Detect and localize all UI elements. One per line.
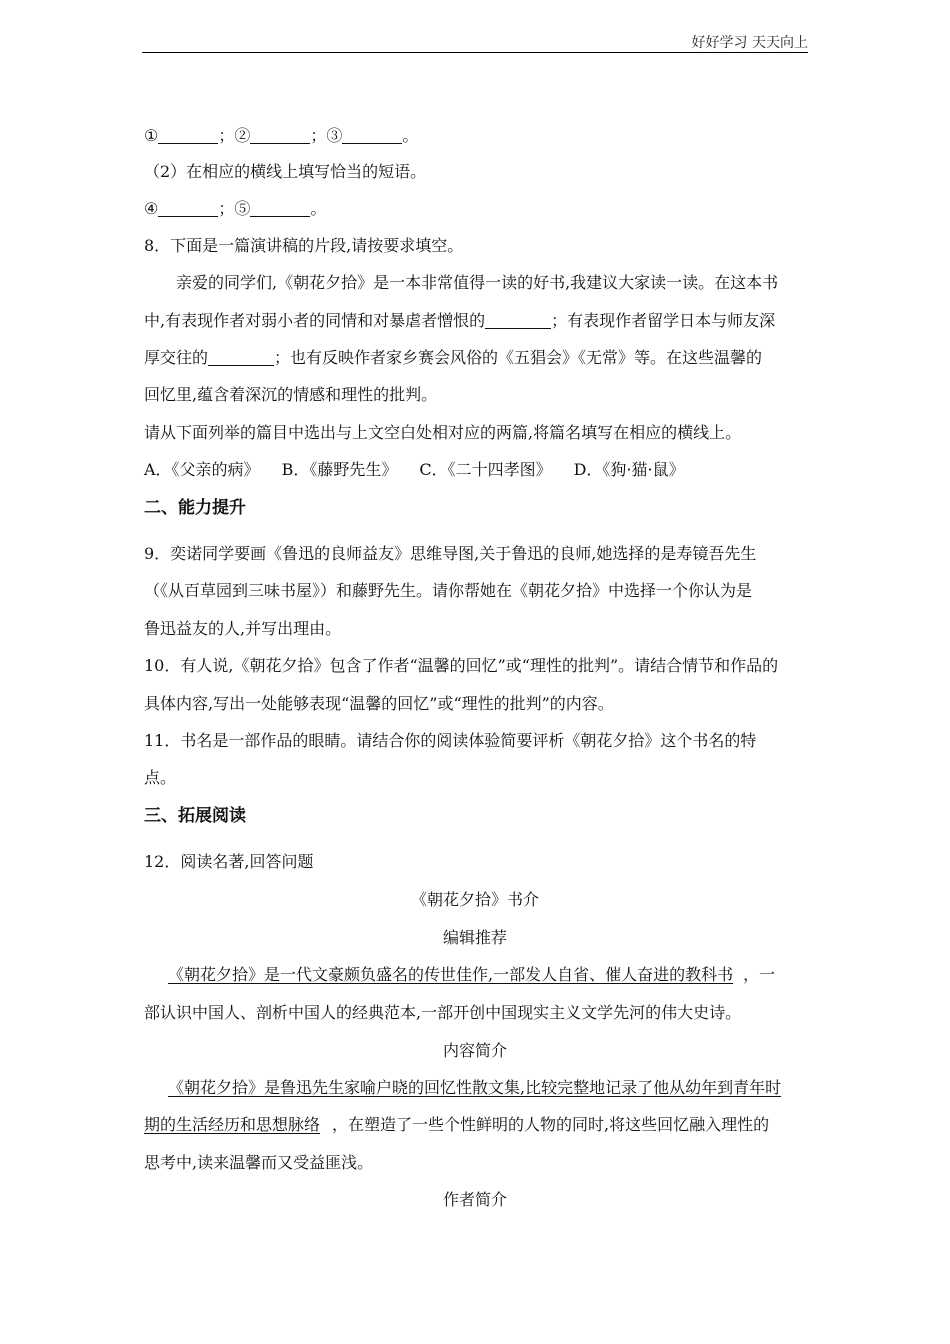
recommend-line1 [168, 963, 775, 987]
q8-speech-line2 [144, 309, 775, 333]
q9-line2: （《从百草园到三味书屋》）和藤野先生。请你帮她在《朝花夕拾》中选择一个你认为是 [144, 581, 753, 600]
subheading-author-intro: 作者简介 [442, 1190, 507, 1209]
speech-text: 中,有表现作者对弱小者的同情和对暴虐者憎恨的 [144, 311, 486, 330]
q12-stem: 12．阅读名著,回答问题 [144, 852, 314, 871]
option-d[interactable]: D．《狗·猫·鼠》 [573, 460, 685, 479]
q8-options [144, 458, 685, 482]
blank-label-5: ；⑤ [218, 199, 251, 218]
header-slogan: 好好学习 天天向上 [691, 35, 808, 51]
option-a[interactable]: A．《父亲的病》 [144, 460, 260, 479]
subheading-content-summary: 内容简介 [442, 1041, 507, 1060]
period: 。 [402, 126, 419, 145]
speech-text: ；也有反映作者家乡赛会风俗的《五猖会》《无常》等。在这些温馨的 [274, 348, 763, 367]
summary-text: ，在塑造了一些个性鲜明的人物的同时,将这些回忆融入理性的 [332, 1115, 770, 1134]
blank-label-3: ；③ [310, 126, 343, 145]
book-intro-title: 《朝花夕拾》书介 [410, 890, 539, 909]
underlined-text: 《朝花夕拾》是一代文豪颇负盛名的传世佳作,一部发人自省、催人奋进的教科书 [168, 965, 734, 984]
option-c[interactable]: C．《二十四孝图》 [419, 460, 552, 479]
blank-label-1: ① [144, 126, 159, 145]
summary-line2 [144, 1113, 769, 1137]
q11-line2: 点。 [144, 768, 177, 787]
q7-blanks-line1 [144, 124, 418, 148]
speech-text: ；有表现作者留学日本与师友深 [551, 311, 776, 330]
section-heading-3: 三、拓展阅读 [144, 806, 246, 826]
summary-line3: 思考中,读来温馨而又受益匪浅。 [144, 1153, 374, 1172]
q7-blanks-line2 [144, 197, 326, 221]
blank-label-4: ④ [144, 199, 159, 218]
blank-label-2: ；② [218, 126, 251, 145]
recommend-text: ，一 [743, 965, 776, 984]
option-b[interactable]: B．《藤野先生》 [281, 460, 398, 479]
summary-line1 [168, 1076, 781, 1100]
speech-blank-1[interactable] [485, 312, 551, 329]
answer-blank-3[interactable] [342, 127, 402, 144]
q9-line1: 9．奕诺同学要画《鲁迅的良师益友》思维导图,关于鲁迅的良师,她选择的是寿镜吾先生 [144, 544, 757, 563]
subheading-editor-recommend: 编辑推荐 [442, 928, 507, 947]
q8-stem: 8．下面是一篇演讲稿的片段,请按要求填空。 [144, 236, 464, 255]
answer-blank-2[interactable] [250, 127, 310, 144]
period: 。 [310, 199, 327, 218]
q9-line3: 鲁迅益友的人,并写出理由。 [144, 619, 342, 638]
q11-line1: 11．书名是一部作品的眼睛。请结合你的阅读体验简要评析《朝花夕拾》这个书名的特 [144, 731, 757, 750]
q10-line1: 10．有人说,《朝花夕拾》包含了作者“温馨的回忆”或“理性的批判”。请结合情节和作品的 [144, 656, 779, 675]
underlined-text: 《朝花夕拾》是鲁迅先生家喻户晓的回忆性散文集,比较完整地记录了他从幼年到青年时 [168, 1078, 782, 1097]
q8-speech-line3 [144, 346, 762, 370]
answer-blank-1[interactable] [158, 127, 218, 144]
recommend-line2: 部认识中国人、剖析中国人的经典范本,一部开创中国现实主义文学先河的伟大史诗。 [144, 1003, 742, 1022]
speech-text: 厚交往的 [144, 348, 209, 367]
q8-instruction: 请从下面列举的篇目中选出与上文空白处相对应的两篇,将篇名填写在相应的横线上。 [144, 423, 742, 442]
answer-blank-4[interactable] [158, 200, 218, 217]
speech-blank-2[interactable] [208, 349, 274, 366]
underlined-text: 期的生活经历和思想脉络 [144, 1115, 321, 1134]
q8-speech-line4: 回忆里,蕴含着深沉的情感和理性的批判。 [144, 385, 438, 404]
section-heading-2: 二、能力提升 [144, 498, 246, 518]
q8-speech-line1: 亲爱的同学们,《朝花夕拾》是一本非常值得一读的好书,我建议大家读一读。在这本书 [176, 273, 779, 292]
q10-line2: 具体内容,写出一处能够表现“温馨的回忆”或“理性的批判”的内容。 [144, 694, 614, 713]
header-rule [142, 52, 808, 53]
q7-sub2-prompt: （2）在相应的横线上填写恰当的短语。 [144, 162, 427, 181]
answer-blank-5[interactable] [250, 200, 310, 217]
